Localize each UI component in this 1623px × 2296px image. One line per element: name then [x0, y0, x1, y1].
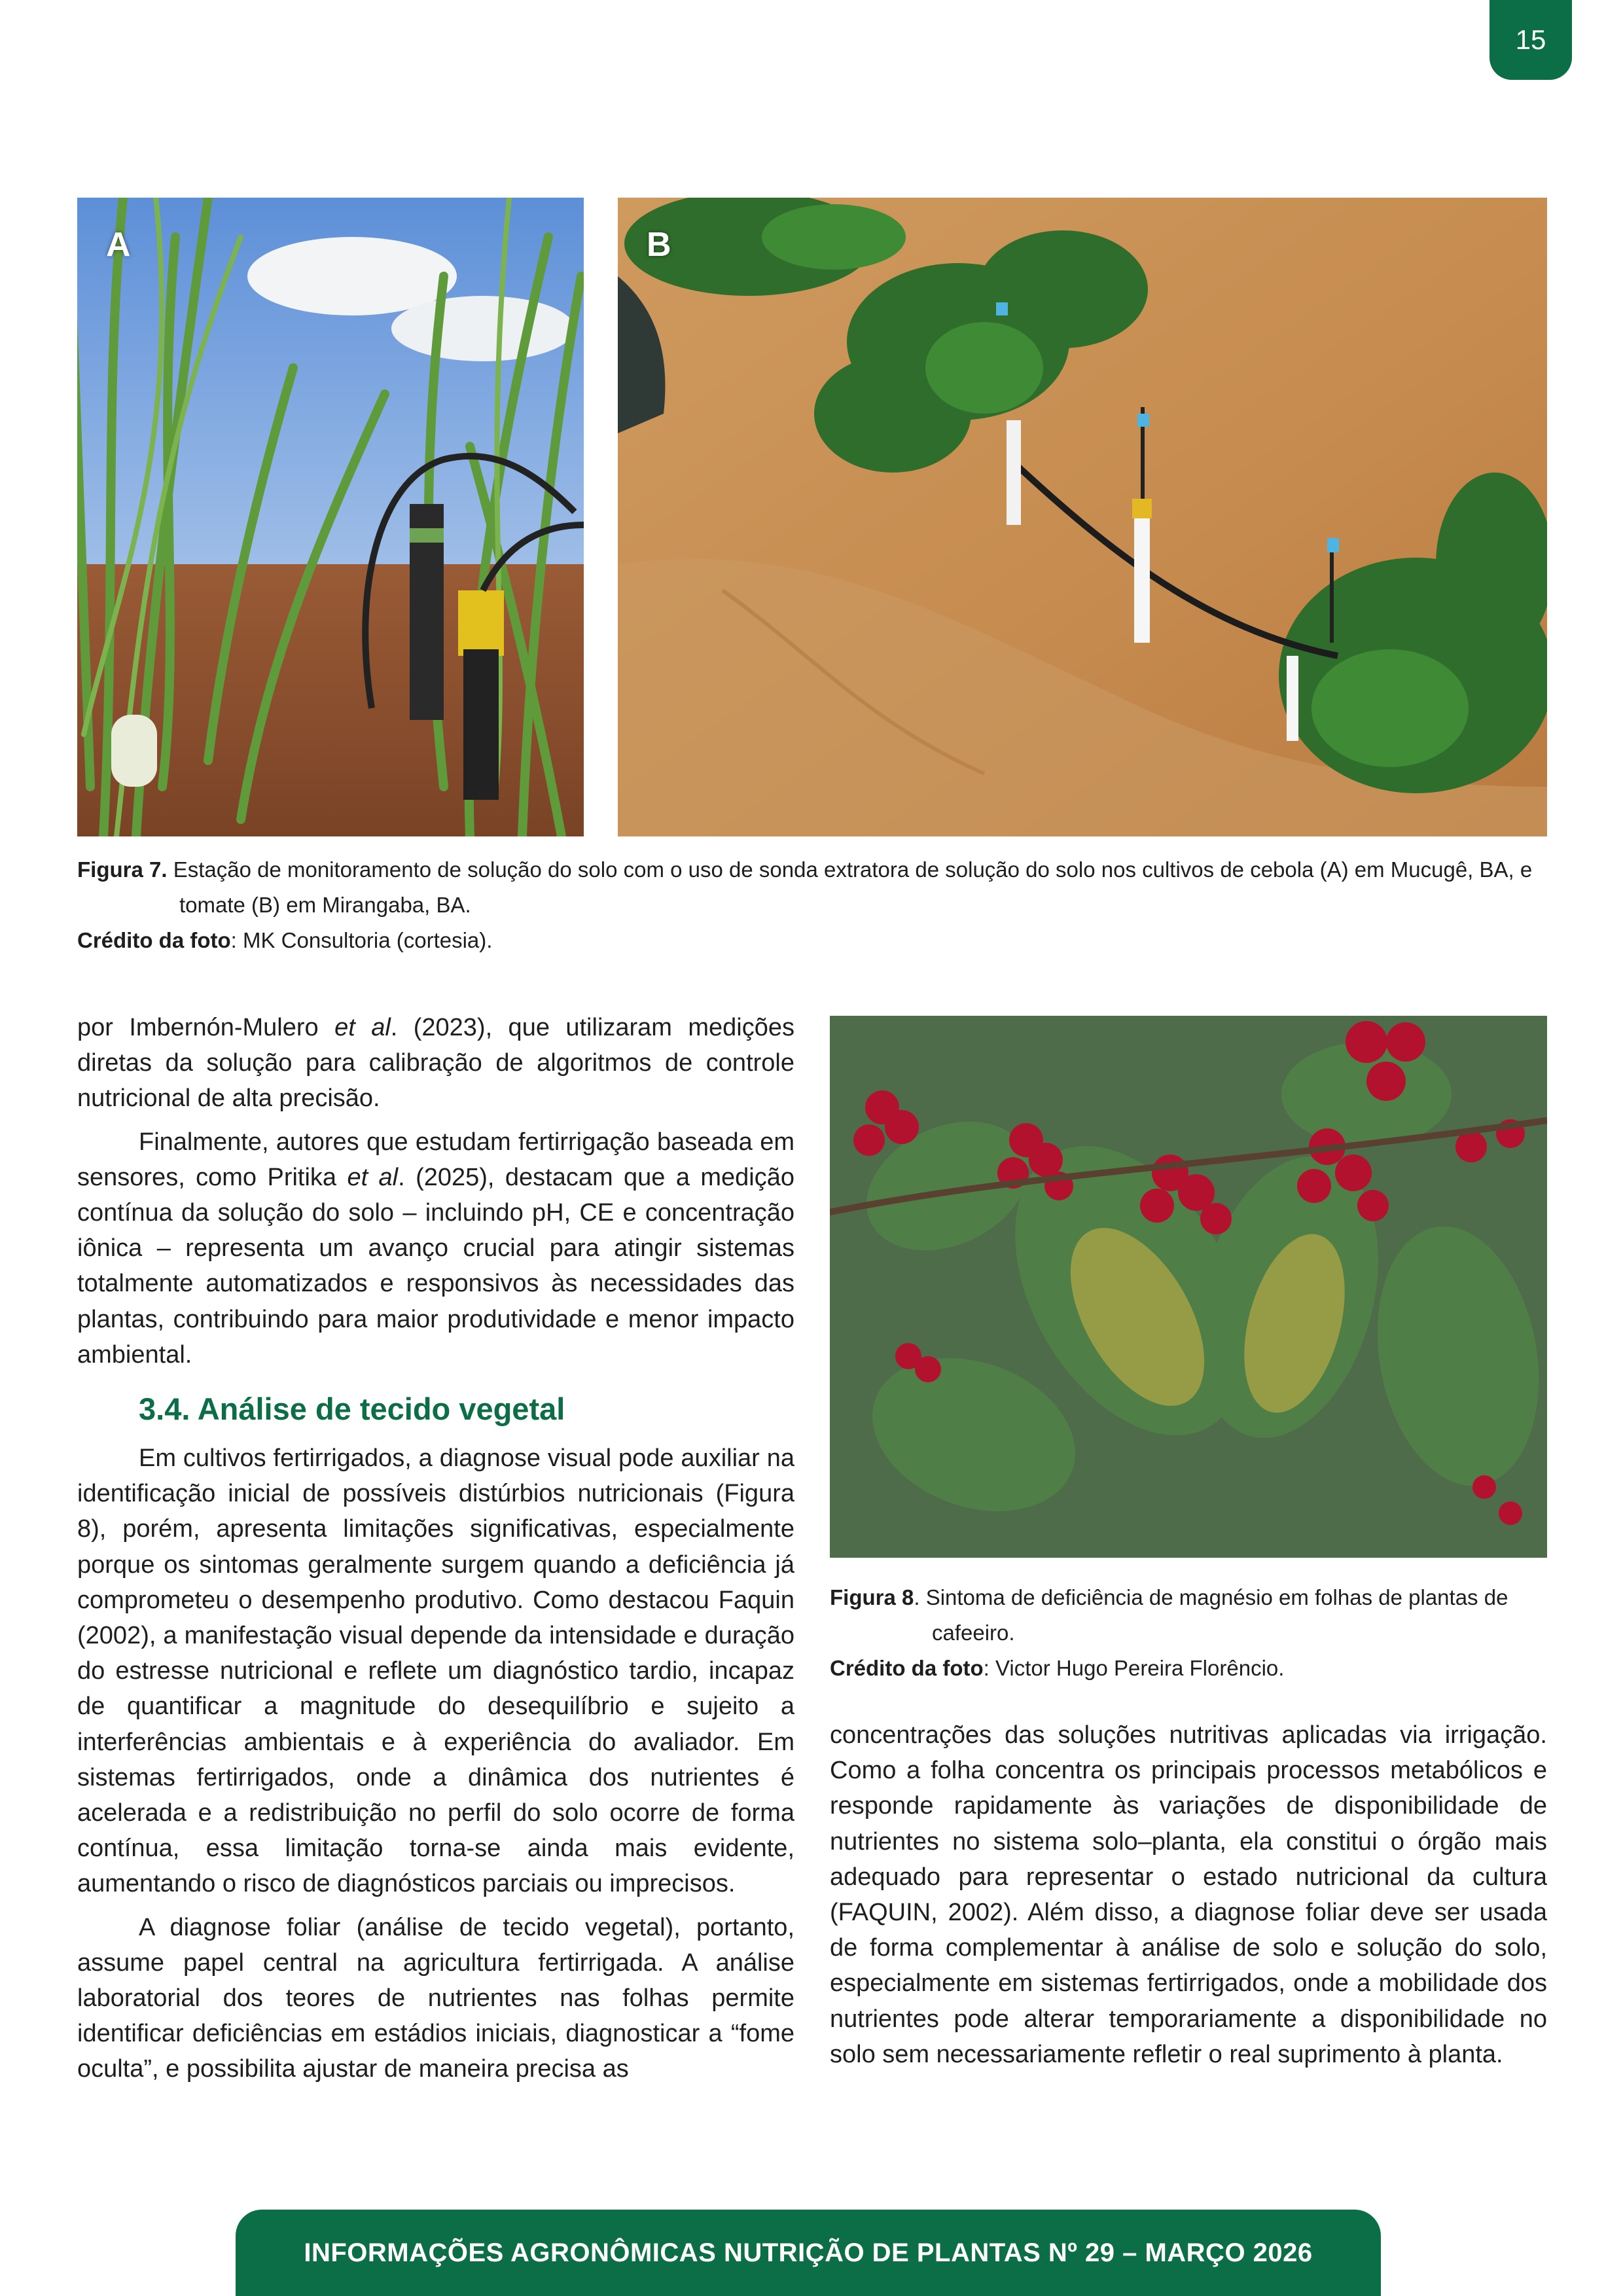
page-number: 15 — [1489, 0, 1572, 80]
figure7-caption-line — [77, 852, 1550, 923]
left-column — [77, 1010, 794, 2087]
text-run: por Imbernón-Mulero — [77, 1014, 335, 1041]
text-run: Finalmente, autores que estudam fertirrigação baseada em sensores, como Pritika — [77, 1128, 794, 1191]
figure7-panel-b-label: B — [647, 226, 671, 264]
footer-bar — [236, 2210, 1381, 2296]
figure7-credit-line — [77, 928, 492, 952]
figure7-photo-b — [618, 198, 1547, 836]
left-paragraph-3: Em cultivos fertirrigados, a diagnose visual pode auxiliar na identificação inicial de possíveis distúrbios nutricionais (Figura 8), porém, apresenta limitações significativas, especialmente porque os sintomas geralmente surgem quando a deficiência já comprometeu o desempenho produtivo. Como destacou Faquin (2002), a manifestação visual depende da intensidade e duração do estresse nutricional e reflete um diagnóstico tardio, incapaz de quantificar a magnitude do desequilíbrio e sujeito a interferências ambientais e à experiência do avaliador. Em sistemas fertirrigados, onde a dinâmica dos nutrientes é acelerada e a redistribuição no perfil do solo ocorre de forma contínua, essa limitação torna-se ainda mais evidente, aumentando o risco de diagnósticos parciais ou imprecisos. — [77, 1444, 794, 1898]
left-paragraph-1 — [77, 1010, 794, 1117]
figure8-credit-text: : Victor Hugo Pereira Florêncio. — [983, 1656, 1285, 1680]
section-heading: 3.4. Análise de tecido vegetal — [139, 1391, 565, 1427]
footer-text: INFORMAÇÕES AGRONÔMICAS NUTRIÇÃO DE PLANTAS Nº 29 – MARÇO 2026 — [304, 2238, 1313, 2267]
figure8-credit-line — [830, 1656, 1284, 1680]
figure8-caption-label: Figura 8 — [830, 1585, 914, 1609]
figure7-caption-label: Figura 7. — [77, 857, 168, 882]
figure8-caption — [830, 1580, 1550, 1686]
figure7-caption-text: Estação de monitoramento de solução do solo com o uso de sonda extratora de solução do solo nos cultivos de cebola (A) em Mucugê, BA, e tomate (B) em Mirangaba, BA. — [167, 857, 1533, 917]
right-column — [830, 1717, 1547, 2072]
et-al-italic: et al — [347, 1163, 399, 1191]
right-paragraph-1: concentrações das soluções nutritivas aplicadas via irrigação. Como a folha concentra os principais processos metabólicos e responde rapidamente às variações de disponibilidade de nutrientes no sistema solo–planta, ela constitui o órgão mais adequado para representar o estado nutricional da cultura (FAQUIN, 2002). Além disso, a diagnose foliar deve ser usada de forma complementar à análise de solo e solução do solo, especialmente em sistemas fertirrigados, onde a mobilidade dos nutrientes pode alterar temporariamente a disponibilidade no solo sem necessariamente refletir o real suprimento à planta. — [830, 1721, 1547, 2068]
left-paragraph-2 — [77, 1124, 794, 1372]
figure8-caption-line — [830, 1580, 1550, 1651]
figure7-photo-a — [77, 198, 584, 836]
figure8-caption-text: . Sintoma de deficiência de magnésio em folhas de plantas de cafeeiro. — [914, 1585, 1508, 1645]
figure7-panel-a-label: A — [106, 226, 131, 264]
figure7-credit-text: : MK Consultoria (cortesia). — [230, 928, 493, 952]
figure8-photo — [830, 1016, 1547, 1558]
figure7-caption — [77, 852, 1550, 958]
figure8-credit-label: Crédito da foto — [830, 1656, 984, 1680]
text-run: . (2023), que utilizaram medições diretas da solução para calibração de algoritmos de controle nutricional de alta precisão. — [77, 1014, 795, 1113]
figure7-credit-label: Crédito da foto — [77, 928, 231, 952]
text-run: . (2025), destacam que a medição contínua da solução do solo – incluindo pH, CE e concentração iônica – representa um avanço crucial para atingir sistemas totalmente automatizados e responsivos às necessidades das plantas, contribuindo para maior produtividade e menor impacto ambiental. — [77, 1163, 794, 1369]
et-al-italic: et al — [334, 1014, 391, 1041]
left-paragraph-4: A diagnose foliar (análise de tecido vegetal), portanto, assume papel central na agricultura fertirrigada. A análise laboratorial dos teores de nutrientes nas folhas permite identificar deficiências em estádios iniciais, diagnosticar a “fome oculta”, e possibilita ajustar de maneira precisa as — [77, 1913, 794, 2083]
